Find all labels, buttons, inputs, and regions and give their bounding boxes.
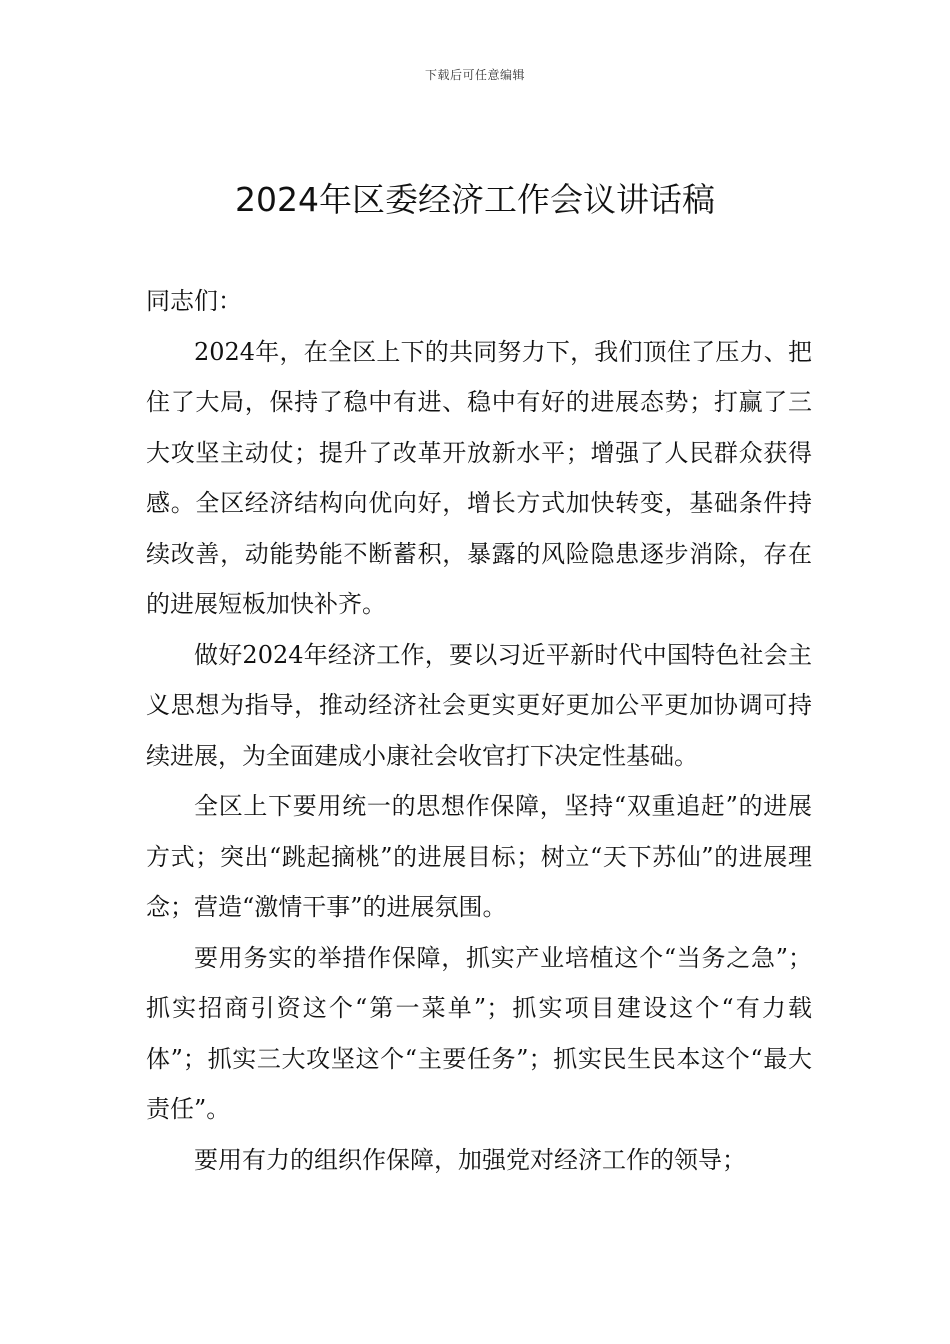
- salutation: 同志们：: [146, 287, 242, 315]
- document-body: [146, 276, 812, 1185]
- header-note: 下载后可任意编辑: [424, 68, 525, 82]
- paragraph-3: 全区上下要用统一的思想作保障，坚持“双重追赶”的进展方式；突出“跳起摘桃”的进展目标；树立“天下苏仙”的进展理念；营造“激情干事”的进展氛围。: [146, 792, 812, 921]
- paragraph-4: 要用务实的举措作保障，抓实产业培植这个“当务之急”；抓实招商引资这个“第一菜单”；抓实项目建设这个“有力载体”；抓实三大攻坚这个“主要任务”；抓实民生民本这个“最大责任”。: [146, 943, 812, 1123]
- paragraph-5: 要用有力的组织作保障，加强党对经济工作的领导；: [194, 1145, 746, 1174]
- paragraph-1: 2024年，在全区上下的共同努力下，我们顶住了压力、把住了大局，保持了稳中有进、稳中有好的进展态势；打赢了三大攻坚主动仗；提升了改革开放新水平；增强了人民群众获得感。全区经济结构向优向好，增长方式加快转变，基础条件持续改善，动能势能不断蓄积，暴露的风险隐患逐步消除，存在的进展短板加快补齐。: [146, 337, 812, 618]
- paragraph-2: 做好2024年经济工作，要以习近平新时代中国特色社会主义思想为指导，推动经济社会更实更好更加公平更加协调可持续进展，为全面建成小康社会收官打下决定性基础。: [146, 640, 812, 770]
- document-title: 2024年区委经济工作会议讲话稿: [235, 180, 715, 219]
